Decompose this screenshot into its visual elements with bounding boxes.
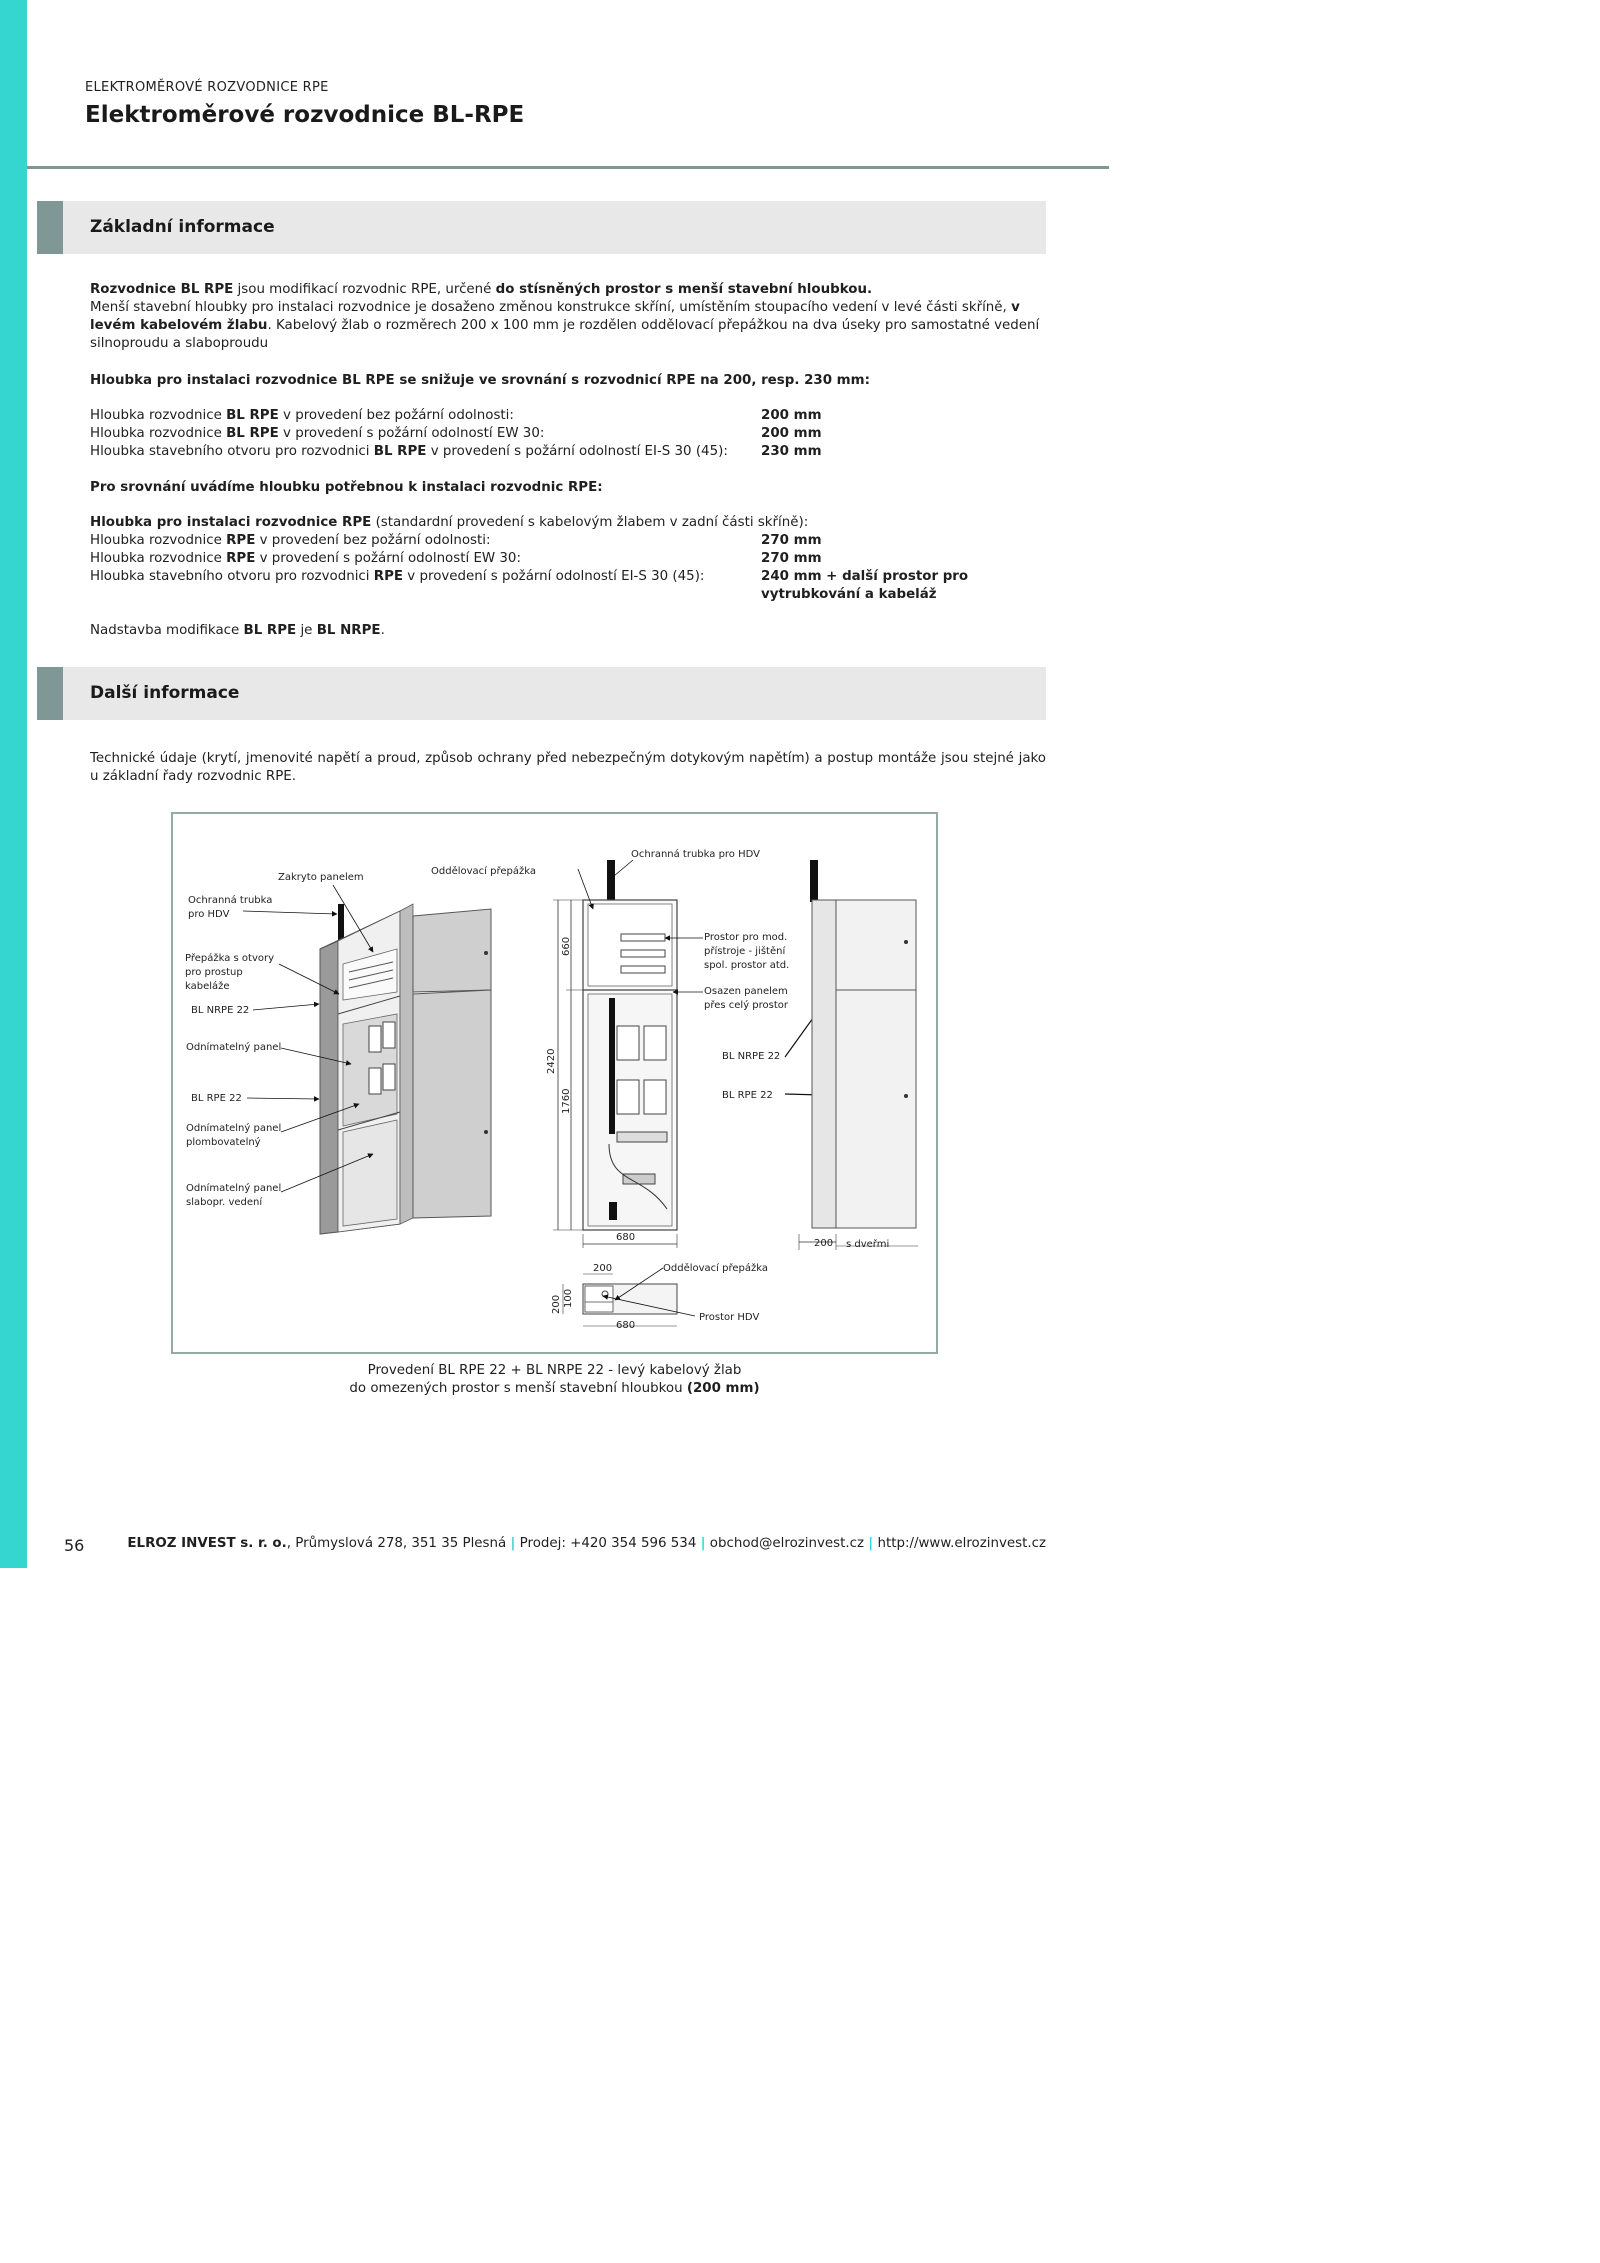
label-blrpe-left: BL RPE 22 xyxy=(191,1093,242,1104)
dim-680: 680 xyxy=(616,1232,636,1243)
intro-paragraph: Rozvodnice BL RPE jsou modifikací rozvodnic RPE, určené do stísněných prostor s menší stavební hloubkou. Menší stavební hloubky pro instalaci rozvodnice je dosaženo změnou konstrukce skříní, umístěním stoupacího vedení v levé části skříně, v levém kabelovém žlabu. Kabelový žlab o rozměrech 200 x 100 mm je rozdělen oddělovací přepážkou na dva úseky pro samostatné vedení silnoproudu a slaboproudu xyxy=(90,282,1040,351)
section-header-more-info xyxy=(37,667,1046,720)
plan-label-oddel: Oddělovací přepážka xyxy=(663,1263,768,1274)
section-marker xyxy=(37,201,63,254)
label-ochranna-hdv-top: Ochranná trubka pro HDV xyxy=(631,849,760,860)
section-header-basic-info xyxy=(37,201,1046,254)
plan-dim-680: 680 xyxy=(616,1320,636,1331)
cabinet-side-view xyxy=(799,860,918,1250)
dim-1760: 1760 xyxy=(561,1088,572,1114)
section-marker xyxy=(37,667,63,720)
rpe-intro: Hloubka pro instalaci rozvodnice RPE (standardní provedení s kabelovým žlabem v zadní části skříně): xyxy=(90,515,809,530)
label-osazen-2: přes celý prostor xyxy=(704,1000,789,1011)
label-ochranna-1: Ochranná trubka xyxy=(188,895,273,906)
extension-note: Nadstavba modifikace BL RPE je BL NRPE. xyxy=(90,623,385,638)
accent-side-bar xyxy=(0,0,27,1568)
depth-value: 270 mm xyxy=(761,533,822,548)
page-subtitle: ELEKTROMĚROVÉ ROZVODNICE RPE xyxy=(85,80,329,95)
compare-heading: Pro srovnání uvádíme hloubku potřebnou k instalaci rozvodnic RPE: xyxy=(90,480,603,495)
sales-phone: Prodej: +420 354 596 534 xyxy=(515,1536,701,1551)
technical-drawing xyxy=(173,814,936,1352)
figure-caption-line2: do omezených prostor s menší stavební hloubkou (200 mm) xyxy=(349,1381,760,1396)
section-title: Základní informace xyxy=(90,217,275,237)
header-divider xyxy=(27,166,1109,169)
label-prostor-3: spol. prostor atd. xyxy=(704,960,790,971)
cabinet-front-view xyxy=(583,860,677,1230)
label-prepazka-3: kabeláže xyxy=(185,981,230,992)
label-plomb-1: Odnímatelný panel xyxy=(186,1123,282,1134)
label-plomb-2: plombovatelný xyxy=(186,1137,261,1148)
label-blnrpe-right: BL NRPE 22 xyxy=(722,1051,781,1062)
email-link[interactable]: obchod@elrozinvest.cz xyxy=(705,1536,869,1551)
technical-drawing-frame xyxy=(171,812,938,1354)
label-blrpe-right: BL RPE 22 xyxy=(722,1090,773,1101)
footer-contact: ELROZ INVEST s. r. o., Průmyslová 278, 351 35 Plesná | Prodej: +420 354 596 534 | obchod@elrozinvest.cz | http://www.elrozinvest.cz xyxy=(127,1536,1046,1551)
label-ochranna-2: pro HDV xyxy=(188,909,230,920)
label-prepazka-2: pro prostup xyxy=(185,967,243,978)
plan-label-prostor: Prostor HDV xyxy=(699,1312,760,1323)
section-title: Další informace xyxy=(90,683,240,703)
label-osazen-1: Osazen panelem xyxy=(704,986,788,997)
depth-value: 240 mm + další prostor pro vytrubkování a kabeláž xyxy=(761,569,969,602)
depth-value: 230 mm xyxy=(761,444,822,459)
page-number: 56 xyxy=(64,1536,85,1555)
label-slab-1: Odnímatelný panel xyxy=(186,1183,282,1194)
dim-2420: 2420 xyxy=(546,1048,557,1074)
depth-value: 270 mm xyxy=(761,551,822,566)
label-slab-2: slabopr. vedení xyxy=(186,1197,263,1208)
cabinet-3d-view xyxy=(320,904,491,1234)
label-prepazka-1: Přepážka s otvory xyxy=(185,953,275,964)
label-oddel-top: Oddělovací přepážka xyxy=(431,866,536,877)
label-zakryto: Zakryto panelem xyxy=(278,872,364,883)
plan-dim-200: 200 xyxy=(593,1263,613,1274)
label-blnrpe-left: BL NRPE 22 xyxy=(191,1005,250,1016)
dim-200-side: 200 xyxy=(814,1238,834,1249)
label-prostor-1: Prostor pro mod. xyxy=(704,932,788,943)
tech-paragraph: Technické údaje (krytí, jmenovité napětí a proud, způsob ochrany před nebezpečným dotykovým napětím) a postup montáže jsou stejné jako u základní řady rozvodnic RPE. xyxy=(90,751,1046,784)
figure-caption-line1: Provedení BL RPE 22 + BL NRPE 22 - levý kabelový žlab xyxy=(367,1363,742,1378)
plan-dim-200v: 200 xyxy=(551,1294,562,1314)
depth-heading: Hloubka pro instalaci rozvodnice BL RPE se snižuje ve srovnání s rozvodnicí RPE na 200, resp. 230 mm: xyxy=(90,373,870,388)
depth-value: 200 mm xyxy=(761,408,822,423)
label-prostor-2: přístroje - jištění xyxy=(704,946,786,957)
depth-value: 200 mm xyxy=(761,426,822,441)
label-odnim: Odnímatelný panel xyxy=(186,1042,282,1053)
web-link[interactable]: http://www.elrozinvest.cz xyxy=(873,1536,1046,1551)
page-title: Elektroměrové rozvodnice BL-RPE xyxy=(85,102,525,128)
plan-dim-100v: 100 xyxy=(563,1288,574,1308)
cabinet-plan-view xyxy=(551,1262,768,1331)
dim-660: 660 xyxy=(561,936,572,956)
company-name: ELROZ INVEST s. r. o. xyxy=(127,1536,287,1551)
label-s-dvermi: s dveřmi xyxy=(846,1239,890,1250)
